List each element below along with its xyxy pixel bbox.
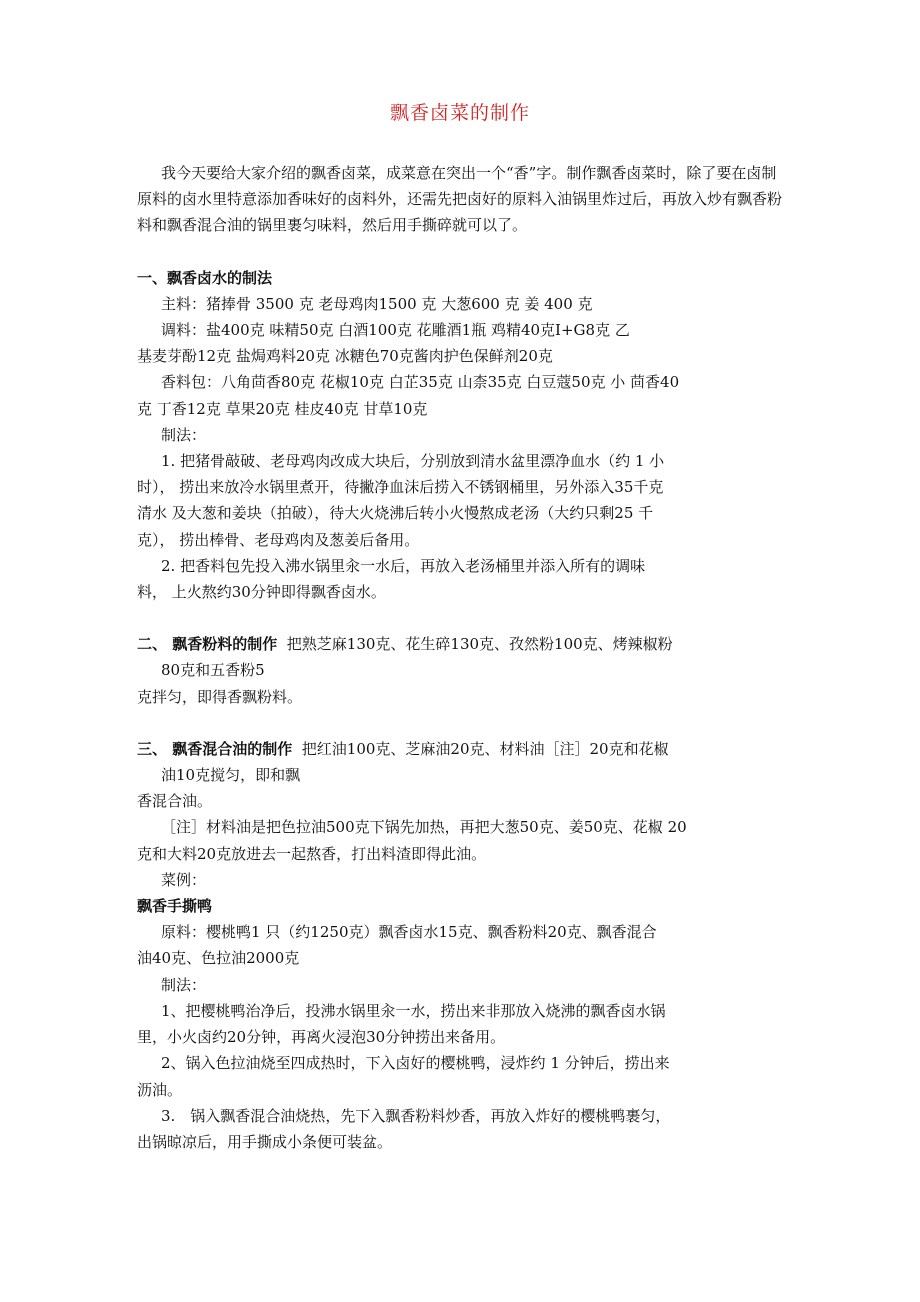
- recipe-ingredients-line1: 原料：樱桃鸭1 只（约1250克）飘香卤水15克、飘香粉料20克、飘香混合: [161, 923, 657, 942]
- section2-text-line1: 把熟芝麻130克、花生碎130克、孜然粉100克、烤辣椒粉: [286, 635, 673, 654]
- section3-text-line3: 香混合油。: [137, 792, 213, 811]
- recipe-step2-line1: 2、锅入色拉油烧至四成热时，下入卤好的樱桃鸭，浸炸约 1 分钟后，捞出来: [161, 1054, 670, 1073]
- section3-line1: [137, 736, 789, 762]
- recipe-step3-line1: 3. 锅入飘香混合油烧热，先下入飘香粉料炒香，再放入炸好的樱桃鸭裹匀，: [161, 1106, 671, 1125]
- recipe-ingredients-line2: 油40克、色拉油2000克: [137, 949, 300, 968]
- recipe-method-label: 制法：: [161, 975, 207, 994]
- recipe-example-label: 菜例：: [161, 870, 207, 889]
- document-title: 飘香卤菜的制作: [389, 102, 530, 124]
- document-body: [137, 160, 789, 1155]
- section3-note-line2: 克和大料20克放进去一起熬香，打出料渣即得此油。: [137, 844, 487, 863]
- spacer: [137, 605, 789, 631]
- intro-paragraph: 我今天要给大家介绍的飘香卤菜，成菜意在突出一个“香”字。制作飘香卤菜时，除了要在卤制原料的卤水里特意添加香味好的卤料外，还需先把卤好的原料入油锅里炸过后，再放入炒有飘香粉料和飘香混合油的锅里裹匀味料，然后用手撕碎就可以了。: [137, 164, 783, 235]
- section1-seasoning-line1: 调料：盐400克 味精50克 白酒100克 花雕酒1瓶 鸡精40克I+G8克 乙: [161, 321, 630, 340]
- section1-main-ingredients: 主料：猪捧骨 3500 克 老母鸡肉1500 克 大葱600 克 姜 400 克: [161, 294, 593, 313]
- section2-text-line2: 80克和五香粉5: [161, 661, 265, 680]
- section3-text-line1: 把红油100克、芝麻油20克、材料油［注］20克和花椒: [301, 739, 669, 758]
- spacer: [137, 239, 789, 265]
- section2-line1: [137, 631, 789, 657]
- section1-step1-line3: 清水 及大葱和姜块（拍破），待大火烧沸后转小火慢熬成老汤（大约只剩25 千: [137, 504, 654, 523]
- recipe-step1-line2: 里，小火卤约20分钟，再离火浸泡30分钟捞出来备用。: [137, 1028, 506, 1047]
- section3-heading: 三、 飘香混合油的制作: [137, 739, 293, 758]
- section1-step1-line1: 1. 把猪骨敲破、老母鸡肉改成大块后，分别放到清水盆里漂净血水（约 1 小: [161, 452, 665, 471]
- recipe-name: 飘香手撕鸭: [137, 897, 213, 916]
- recipe-step1-line1: 1、把樱桃鸭治净后，投沸水锅里汆一水，捞出来非那放入烧沸的飘香卤水锅: [161, 1001, 666, 1020]
- recipe-step3-line2: 出锅晾凉后，用手撕成小条便可装盆。: [137, 1132, 393, 1151]
- section1-step1-line4: 克）， 捞出棒骨、老母鸡肉及葱姜后备用。: [137, 530, 420, 549]
- section1-spice-line1: 香料包：八角茴香80克 花椒10克 白芷35克 山柰35克 白豆蔻50克 小 茴香40: [161, 373, 680, 392]
- section1-step2-line2: 料， 上火熬约30分钟即得飘香卤水。: [137, 583, 386, 602]
- section3-note-line1: ［注］材料油是把色拉油500克下锅先加热，再把大葱50克、姜50克、花椒 20: [161, 818, 687, 837]
- recipe-step2-line2: 沥油。: [137, 1080, 183, 1099]
- section1-step2-line1: 2. 把香料包先投入沸水锅里汆一水后，再放入老汤桶里并添入所有的调味: [161, 556, 646, 575]
- section1-seasoning-line2: 基麦芽酚12克 盐焗鸡料20克 冰糖色70克酱肉护色保鲜剂20克: [137, 347, 553, 366]
- section1-spice-line2: 克 丁香12克 草果20克 桂皮40克 甘草10克: [137, 399, 428, 418]
- section2-heading: 二、 飘香粉料的制作: [137, 635, 278, 654]
- section2-text-line3: 克拌匀，即得香飘粉料。: [137, 687, 303, 706]
- section3-text-line2: 油10克搅匀，即和飘: [161, 766, 301, 785]
- section1-step1-line2: 时）， 捞出来放冷水锅里煮开，待撇净血沫后捞入不锈钢桶里，另外添入35千克: [137, 478, 664, 497]
- spacer: [137, 710, 789, 736]
- section1-method-label: 制法：: [161, 425, 207, 444]
- section1-heading: 一、飘香卤水的制法: [137, 268, 273, 287]
